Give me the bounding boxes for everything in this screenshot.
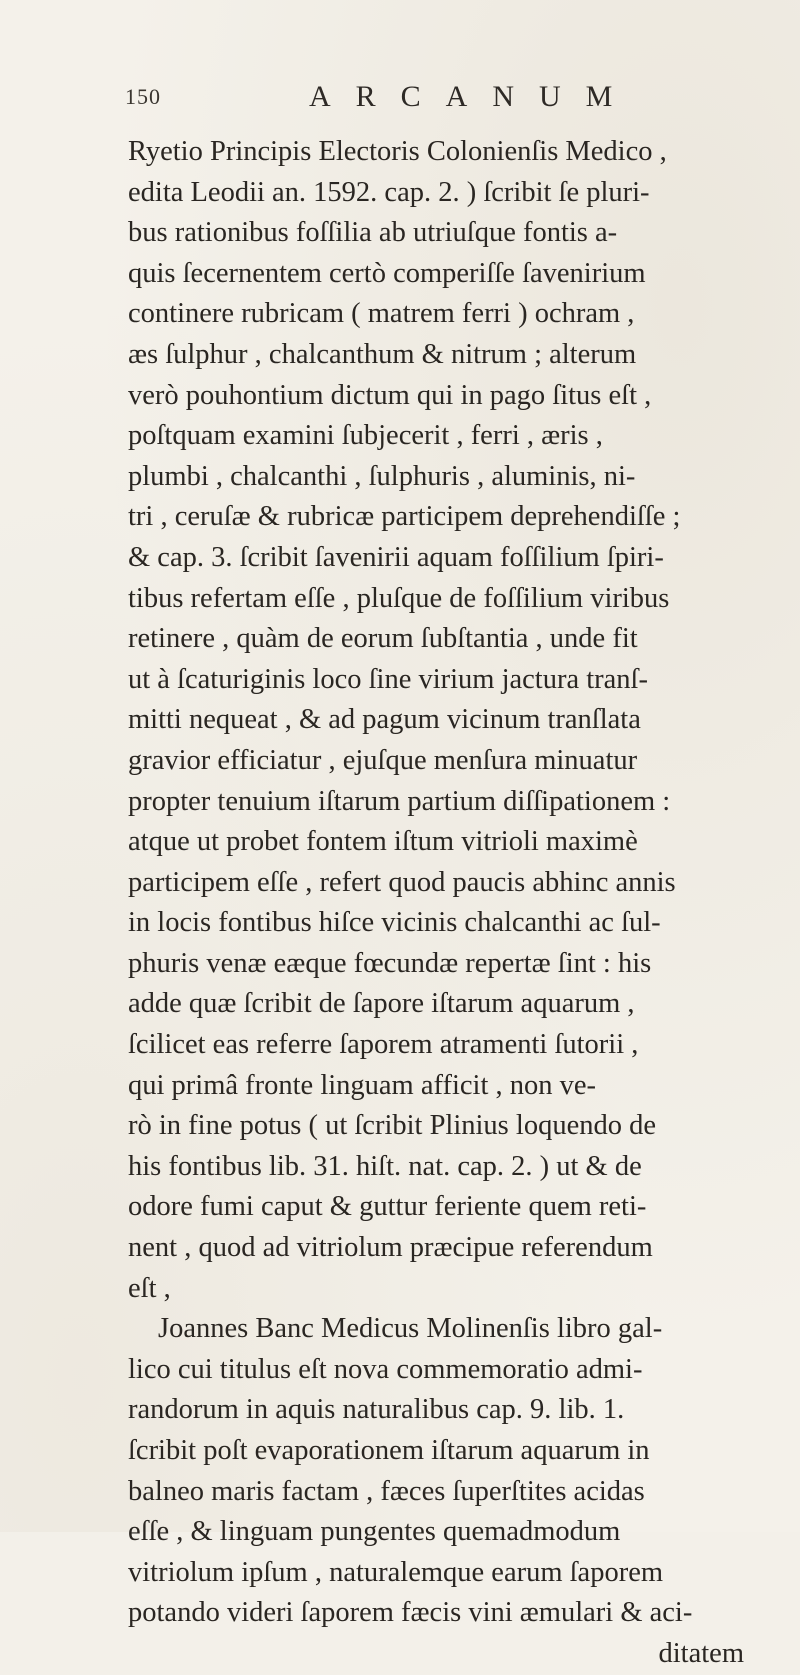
text-line: verò pouhontium dictum qui in pago ſitus eſt ,: [128, 379, 652, 411]
text-line: nent , quod ad vitriolum præcipue referendum: [128, 1232, 653, 1264]
page-number: 150: [125, 84, 161, 109]
text-line: propter tenuium iſtarum partium diſſipationem :: [128, 785, 671, 817]
text-line: rò in fine potus ( ut ſcribit Plinius loquendo de: [128, 1110, 656, 1142]
text-line: tibus refertam eſſe , pluſque de foſſilium viribus: [128, 582, 670, 614]
running-head: ARCANUM: [309, 80, 638, 113]
text-line: æs ſulphur , chalcanthum & nitrum ; alterum: [128, 338, 637, 370]
text-line: randorum in aquis naturalibus cap. 9. lib. 1.: [128, 1394, 625, 1426]
body-text: [128, 132, 788, 1675]
text-line: tri , ceruſæ & rubricæ participem deprehendiſſe ;: [128, 501, 681, 533]
page-header: [125, 78, 725, 118]
text-line: eſſe , & linguam pungentes quemadmodum: [128, 1516, 621, 1548]
text-line: poſtquam examini ſubjecerit , ferri , æris ,: [128, 420, 603, 452]
text-line: participem eſſe , refert quod paucis abhinc annis: [128, 866, 676, 898]
text-line: continere rubricam ( matrem ferri ) ochram ,: [128, 298, 635, 330]
text-line: & cap. 3. ſcribit ſavenirii aquam foſſilium ſpiri-: [128, 541, 664, 573]
text-line: balneo maris factam , fæces ſuperſtites acidas: [128, 1475, 645, 1507]
text-line: ut à ſcaturiginis loco ſine virium jactura tranſ-: [128, 663, 648, 695]
final-line: ditatem: [658, 1637, 744, 1669]
text-line: edita Leodii an. 1592. cap. 2. ) ſcribit ſe pluri-: [128, 176, 650, 208]
paragraph-start-line: Joannes Banc Medicus Molinenſis libro gal-: [158, 1313, 663, 1345]
text-line: phuris venæ eæque fœcundæ repertæ ſint : his: [128, 947, 652, 979]
text-line: ſcilicet eas referre ſaporem atramenti ſutorii ,: [128, 1029, 639, 1061]
text-line: adde quæ ſcribit de ſapore iſtarum aquarum ,: [128, 988, 635, 1020]
text-line: mitti nequeat , & ad pagum vicinum tranſlata: [128, 704, 641, 736]
text-line: ſcribit poſt evaporationem iſtarum aquarum in: [128, 1435, 650, 1466]
text-line: odore fumi caput & guttur feriente quem reti-: [128, 1191, 647, 1223]
text-line: retinere , quàm de eorum ſubſtantia , unde fit: [128, 623, 638, 655]
text-line: vitriolum ipſum , naturalemque earum ſaporem: [128, 1556, 664, 1588]
text-line: in locis fontibus hiſce vicinis chalcanthi ac ſul-: [128, 907, 661, 939]
text-line: potando videri ſaporem fæcis vini æmulari & aci-: [128, 1597, 693, 1629]
text-line: bus rationibus foſſilia ab utriuſque fontis a-: [128, 217, 618, 249]
text-line: his fontibus lib. 31. hiſt. nat. cap. 2. ) ut & de: [128, 1150, 642, 1182]
text-line: eſt ,: [128, 1272, 171, 1304]
text-line: plumbi , chalcanthi , ſulphuris , aluminis, ni-: [128, 460, 636, 492]
text-line: atque ut probet fontem iſtum vitrioli maximè: [128, 826, 638, 858]
text-line: gravior efficiatur , ejuſque menſura minuatur: [128, 744, 638, 776]
text-line: qui primâ fronte linguam afficit , non ve-: [128, 1069, 597, 1101]
text-line: Ryetio Principis Electoris Colonienſis Medico ,: [128, 136, 667, 167]
text-line: quis ſecernentem certò comperiſſe ſavenirium: [128, 257, 646, 289]
text-line: lico cui titulus eſt nova commemoratio admi-: [128, 1353, 643, 1385]
